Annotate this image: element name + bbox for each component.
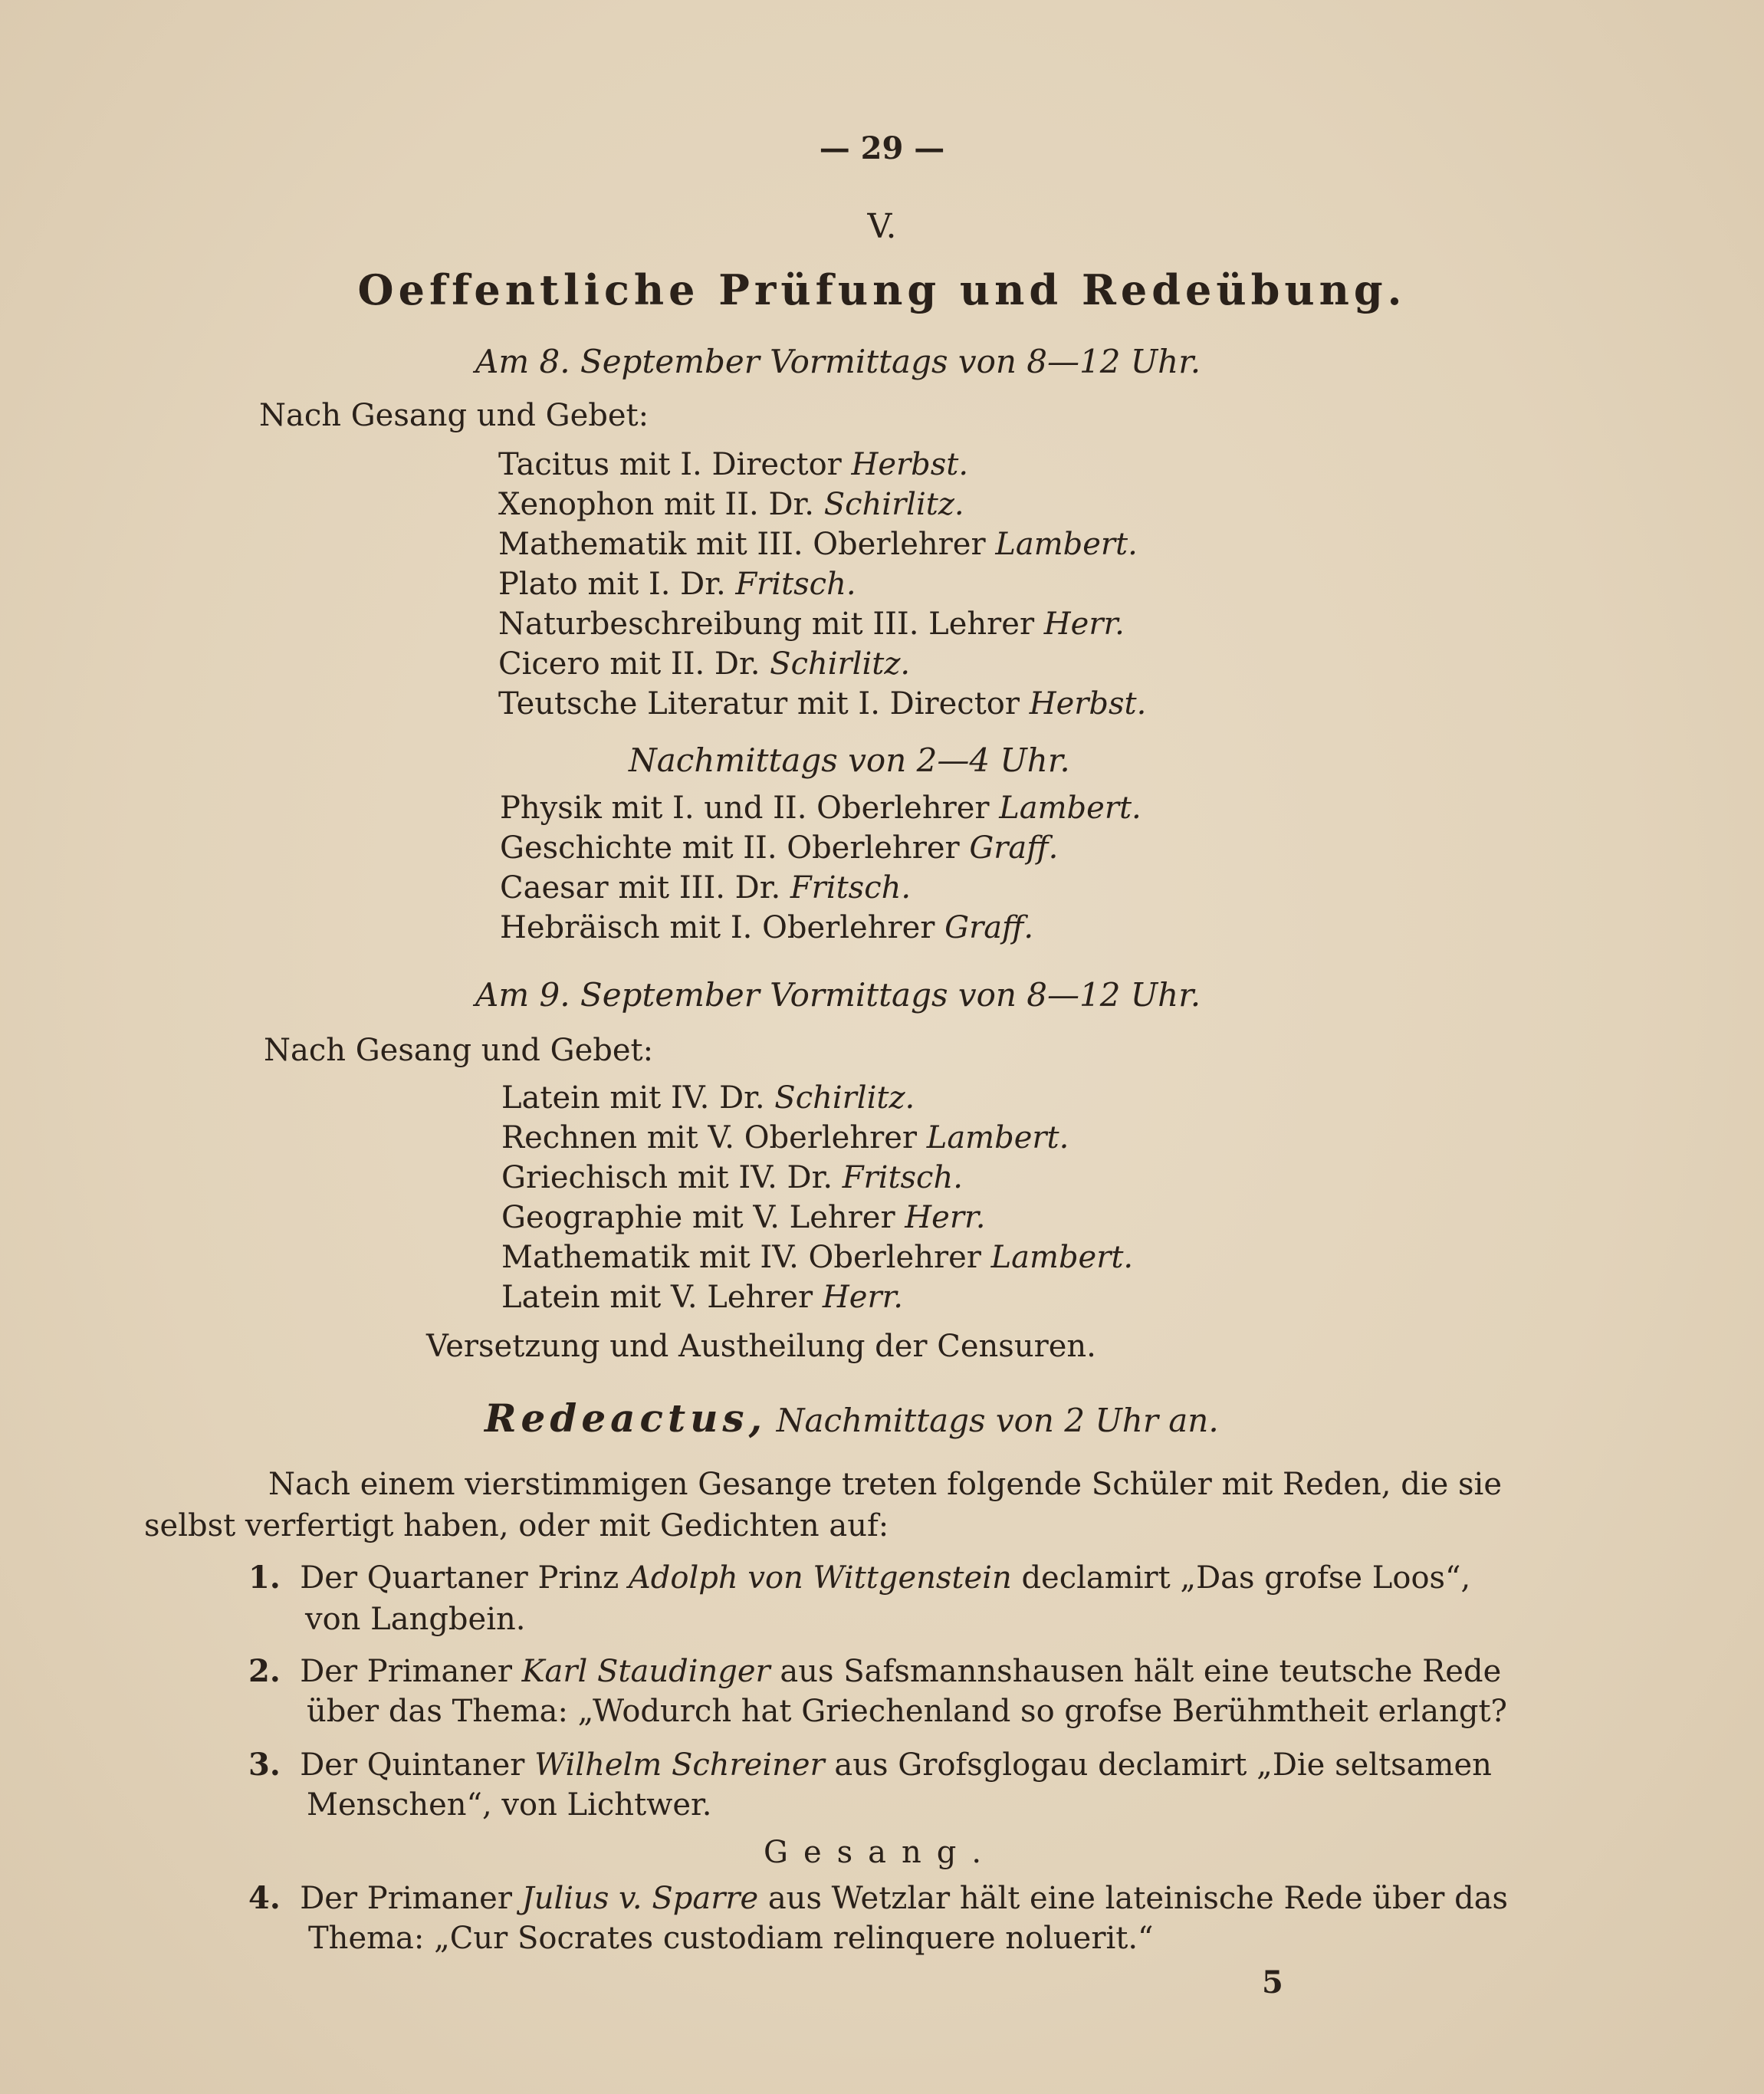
- exam-entry: [501, 1238, 1133, 1277]
- item-continuation: von Langbein.: [305, 1602, 526, 1637]
- exam-subject: Geographie mit V. Lehrer: [501, 1200, 895, 1235]
- day2-closing: Versetzung und Austheilung der Censuren.: [426, 1329, 1096, 1364]
- exam-teacher: Schirlitz.: [774, 1080, 915, 1116]
- exam-entry: [500, 828, 1058, 868]
- student-name: Karl Staudinger: [521, 1654, 770, 1689]
- exam-teacher: Herbst.: [851, 447, 969, 482]
- exam-teacher: Fritsch.: [735, 567, 856, 602]
- exam-teacher: Lambert.: [990, 1240, 1134, 1275]
- redeactus-intro-line2: selbst verfertigt haben, oder mit Gedichten auf:: [144, 1508, 889, 1543]
- exam-entry: [498, 445, 968, 485]
- exam-subject: Latein mit V. Lehrer: [501, 1280, 813, 1315]
- exam-subject: Hebräisch mit I. Oberlehrer: [500, 910, 935, 945]
- exam-entry: [498, 604, 1125, 644]
- item-post: aus Wetzlar hält eine lateinische Rede über das: [767, 1881, 1509, 1916]
- item-number: 1.: [248, 1560, 281, 1596]
- exam-teacher: Herr.: [1043, 607, 1125, 642]
- exam-subject: Geschichte mit II. Oberlehrer: [500, 830, 960, 866]
- student-name: Adolph von Wittgenstein: [628, 1560, 1012, 1596]
- exam-entry: [498, 564, 856, 604]
- item-number: 3.: [248, 1747, 281, 1783]
- exam-subject: Physik mit I. und II. Oberlehrer: [500, 791, 990, 826]
- exam-teacher: Herr.: [822, 1280, 904, 1315]
- exam-entry: [501, 1078, 915, 1118]
- day1-intro: Nach Gesang und Gebet:: [259, 398, 649, 433]
- page-number: — 29 —: [819, 130, 945, 166]
- exam-entry: [501, 1158, 963, 1198]
- exam-subject: Griechisch mit IV. Dr.: [501, 1160, 833, 1195]
- exam-subject: Xenophon mit II. Dr.: [498, 487, 814, 522]
- list-item: [248, 1558, 1470, 1598]
- interlude-gesang: Gesang.: [764, 1835, 997, 1870]
- item-post: aus Grofsglogau declamirt „Die seltsamen: [834, 1747, 1492, 1783]
- exam-teacher: Graff.: [944, 910, 1034, 945]
- exam-subject: Caesar mit III. Dr.: [500, 870, 781, 906]
- item-continuation: Menschen“, von Lichtwer.: [307, 1787, 712, 1823]
- exam-teacher: Lambert.: [926, 1120, 1069, 1155]
- day2-date-line: Am 9. September Vormittags von 8—12 Uhr.: [475, 976, 1201, 1014]
- signature-mark: 5: [1262, 1964, 1283, 2000]
- redeactus-time: Nachmittags von 2 Uhr an.: [776, 1402, 1219, 1439]
- exam-subject: Rechnen mit V. Oberlehrer: [501, 1120, 918, 1155]
- exam-teacher: Schirlitz.: [823, 487, 964, 522]
- list-item: [248, 1879, 1508, 1918]
- exam-entry: [498, 684, 1146, 724]
- exam-entry: [498, 485, 964, 524]
- exam-entry: [498, 644, 910, 684]
- item-number: 4.: [248, 1880, 281, 1916]
- day2-intro: Nach Gesang und Gebet:: [264, 1033, 654, 1068]
- item-continuation: Thema: „Cur Socrates custodiam relinquere noluerit.“: [308, 1921, 1154, 1956]
- item-pre: Der Primaner: [300, 1654, 512, 1689]
- exam-subject: Mathematik mit III. Oberlehrer: [498, 527, 986, 562]
- day1-date-line: Am 8. September Vormittags von 8—12 Uhr.: [475, 343, 1201, 380]
- exam-teacher: Herr.: [905, 1200, 986, 1235]
- redeactus-title: Redeactus,: [485, 1395, 767, 1441]
- exam-subject: Teutsche Literatur mit I. Director: [498, 686, 1020, 722]
- item-pre: Der Primaner: [300, 1881, 512, 1916]
- exam-teacher: Lambert.: [995, 527, 1138, 562]
- item-number: 2.: [248, 1653, 281, 1689]
- section-numeral: V.: [867, 207, 897, 246]
- exam-entry: [500, 908, 1033, 948]
- item-pre: Der Quartaner Prinz: [300, 1560, 619, 1596]
- exam-subject: Naturbeschreibung mit III. Lehrer: [498, 607, 1035, 642]
- exam-entry: [501, 1277, 903, 1317]
- exam-subject: Cicero mit II. Dr.: [498, 646, 760, 682]
- item-pre: Der Quintaner: [300, 1747, 525, 1783]
- student-name: Julius v. Sparre: [521, 1881, 759, 1916]
- exam-teacher: Fritsch.: [842, 1160, 963, 1195]
- exam-entry: [498, 524, 1138, 564]
- redeactus-intro-line1: Nach einem vierstimmigen Gesange treten folgende Schüler mit Reden, die sie: [268, 1467, 1502, 1502]
- exam-entry: [501, 1118, 1069, 1158]
- page-title: Oeffentliche Prüfung und Redeübung.: [357, 265, 1407, 314]
- exam-subject: Latein mit IV. Dr.: [501, 1080, 765, 1116]
- exam-entry: [500, 868, 911, 908]
- item-post: declamirt „Das grofse Loos“,: [1021, 1560, 1471, 1596]
- redeactus-heading: [485, 1395, 1219, 1441]
- item-post: aus Safsmannshausen hält eine teutsche Rede: [780, 1654, 1502, 1689]
- exam-teacher: Fritsch.: [790, 870, 912, 906]
- student-name: Wilhelm Schreiner: [534, 1747, 825, 1783]
- list-item: [248, 1652, 1501, 1691]
- item-continuation: über das Thema: „Wodurch hat Griechenland so grofse Berühmtheit erlangt?: [307, 1694, 1507, 1729]
- day1-afternoon-line: Nachmittags von 2—4 Uhr.: [629, 741, 1070, 779]
- exam-subject: Tacitus mit I. Director: [498, 447, 842, 482]
- exam-teacher: Herbst.: [1029, 686, 1147, 722]
- exam-teacher: Schirlitz.: [770, 646, 911, 682]
- exam-entry: [500, 788, 1142, 828]
- exam-teacher: Graff.: [969, 830, 1059, 866]
- exam-subject: Plato mit I. Dr.: [498, 567, 726, 602]
- exam-entry: [501, 1198, 985, 1238]
- list-item: [248, 1745, 1492, 1785]
- exam-subject: Mathematik mit IV. Oberlehrer: [501, 1240, 981, 1275]
- exam-teacher: Lambert.: [999, 791, 1142, 826]
